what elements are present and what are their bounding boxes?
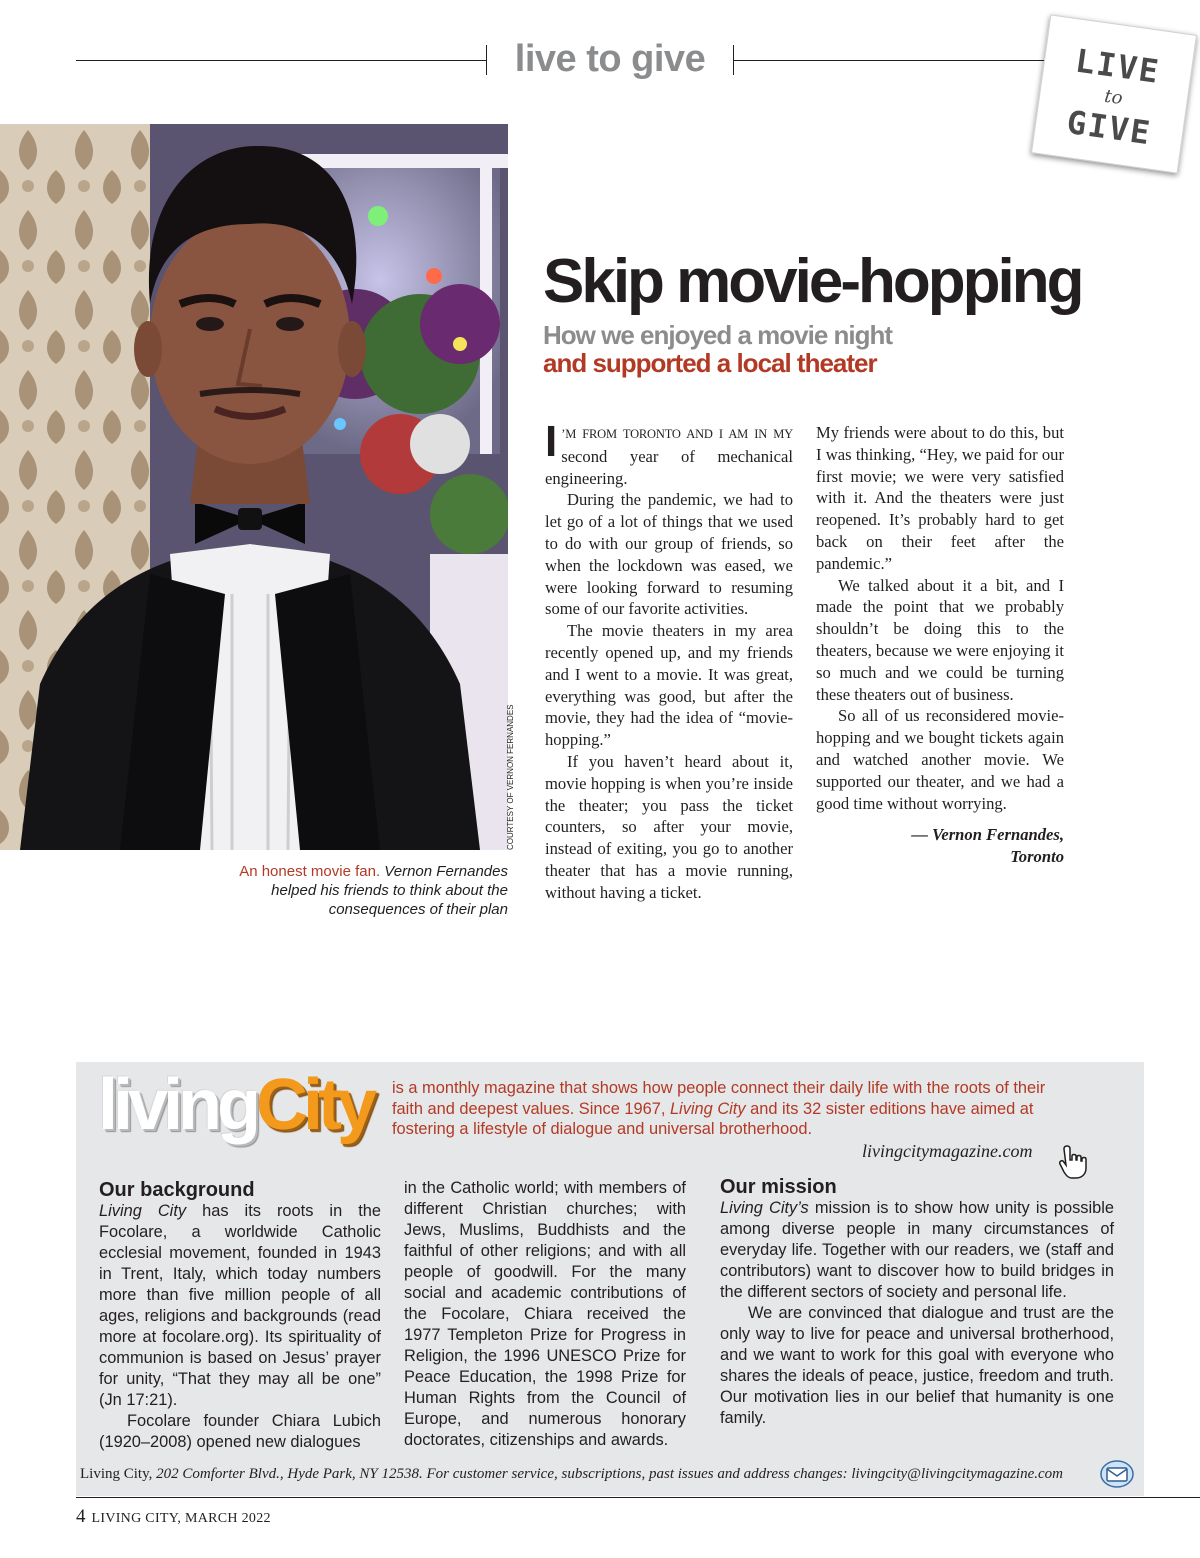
article-paragraph: During the pandemic, we had to let go of a lot of things that we used to do with our group of friends, so when the lockdown was eased, we were looking forward to resuming some of our favorite activities. <box>545 490 793 619</box>
mission-text: mission is to show how unity is possible among diverse people in many circumstances of everyday life. Together with our readers, we (staff and contributors) want to discover how to build bridges in the different sectors of society and personal life. <box>720 1199 1114 1301</box>
article-paragraph: We talked about it a bit, and I made the point that we probably shouldn’t be doing this to the theaters, because we were enjoying it so much and we could be turning these theaters out of business. <box>816 575 1064 704</box>
section-label: live to give <box>514 38 706 80</box>
email-icon[interactable] <box>1100 1460 1134 1488</box>
mission-paragraph-2: We are convinced that dialogue and trust are the only way to live for peace and universal brotherhood, and we want to work for this goal with everyone who shares the ideals of peace, justice, freedom and truth. Our motivation lies in our belief that humanity is one family. <box>720 1304 1114 1427</box>
our-background-heading: Our background <box>99 1179 255 1201</box>
badge-line-to: to <box>1103 85 1124 110</box>
intro-text: is a monthly magazine that shows how people connect their daily life with the roots of their faith and deepest values. Since 1967, <box>392 1079 1046 1118</box>
logo-living: living <box>98 1065 257 1145</box>
article-paragraph: The movie theaters in my area recently opened up, and my friends and I went to a movie. It was great, everything was good, but after the movie, they had the idea of “movie-hopping.” <box>545 621 793 750</box>
signoff-city: Toronto <box>1010 847 1064 867</box>
background-paragraph <box>99 1201 381 1411</box>
magazine-issue: LIVING CITY, MARCH 2022 <box>91 1511 271 1526</box>
article-paragraph: If you haven’t heard about it, movie hopping is when you’re inside the theater; you pass the ticket counters, so after your movie, instead of exiting, you go to another theater that has a movie running, without having a ticket. <box>545 751 793 902</box>
drop-cap: I <box>545 417 558 466</box>
website-link[interactable]: livingcitymagazine.com <box>862 1141 1033 1161</box>
portrait-photo <box>0 124 508 850</box>
our-background-column <box>99 1179 381 1453</box>
page-bottom-rule <box>76 1497 1200 1498</box>
our-mission-heading: Our mission <box>720 1176 837 1198</box>
page-folio <box>76 1506 271 1528</box>
footer-name: Living City, <box>80 1466 153 1482</box>
article-column-1 <box>545 417 793 904</box>
caption-text: Vernon Fernandes helped his friends to think about the consequences of their plan <box>271 863 508 918</box>
photo-caption <box>200 862 508 919</box>
background-text: has its roots in the Focolare, a worldwide Catholic ecclesial movement, founded in 1943 in Trent, Italy, which today numbers more than five million people of all ages, religions and backgrounds (read more at focolare.org). Its spirituality of communion is based on Jesus’ prayer for unity, “That they may all be one” (Jn 17:21). <box>99 1202 381 1409</box>
photo-credit: COURTESY OF VERNON FERNANDES <box>506 704 515 850</box>
footer-address: 202 Comforter Blvd., Hyde Park, NY 12538. For customer service, subscriptions, past issues and address changes: livingcity@livingcitymagazine.com <box>156 1466 1064 1482</box>
article-signoff <box>816 824 1064 868</box>
portrait-illustration <box>0 124 508 850</box>
logo-city: City <box>256 1065 373 1145</box>
living-city-intro <box>392 1078 1072 1140</box>
article-deck-line2: and supported a local theater <box>543 348 877 378</box>
living-city-logo <box>98 1060 372 1150</box>
intro-text-end: and its 32 sister editions have aimed at fostering a lifestyle of dialogue and universal brotherhood. <box>392 1099 1034 1139</box>
page-number: 4 <box>76 1506 86 1527</box>
our-mission-column <box>720 1176 1114 1429</box>
hand-pointer-icon <box>1058 1144 1088 1180</box>
intro-magazine-name: Living City <box>669 1099 746 1118</box>
lead-small-caps: ’M FROM TORONTO AND I AM IN MY <box>561 427 793 441</box>
article-lead-paragraph <box>545 417 793 489</box>
header-rule-tick-left <box>486 45 487 75</box>
mission-magazine-name: Living City’s <box>720 1199 809 1217</box>
article-column-2 <box>816 422 1064 868</box>
signoff-name: — Vernon Fernandes, <box>911 825 1064 845</box>
article-deck-line1: How we enjoyed a movie night <box>543 320 893 350</box>
header-rule-left <box>76 60 486 61</box>
live-to-give-badge <box>1031 14 1197 173</box>
mission-paragraph <box>720 1198 1114 1303</box>
caption-lead: An honest movie fan. <box>239 863 381 880</box>
our-background-column-continued <box>404 1178 686 1451</box>
badge-line-live: LIVE <box>1073 41 1163 92</box>
background-paragraph-2: Focolare founder Chiara Lubich (1920–2008) opened new dialogues <box>99 1412 381 1451</box>
header-rule-right <box>733 60 1063 61</box>
article-paragraph: My friends were about to do this, but I was thinking, “Hey, we paid for our first movie; we were very satisfied with it. And the theaters were just reopened. It’s probably hard to get back on their feet after the pandemic.” <box>816 423 1064 573</box>
article-paragraph: So all of us reconsidered movie-hopping and we bought tickets again and watched another movie. We supported our theater, and we had a good time without worrying. <box>816 706 1064 813</box>
badge-line-give: GIVE <box>1064 102 1155 153</box>
background-paragraph-3: in the Catholic world; with members of different Christian churches; with Jews, Muslims, Buddhists and the faithful of other religions; and with all people of goodwill. For the many social and academic contributions of the Focolare, Chiara received the 1977 Templeton Prize for Progress in Religion, the 1996 UNESCO Prize for Peace Education, the 1998 Prize for Human Rights from the Council of Europe, and numerous honorary doctorates, citizenships and awards. <box>404 1179 686 1449</box>
background-magazine-name: Living City <box>99 1202 187 1220</box>
lead-text: second year of mechanical engineering. <box>545 446 793 488</box>
contact-footer <box>80 1466 1100 1483</box>
article-headline: Skip movie-hopping <box>543 247 1082 316</box>
